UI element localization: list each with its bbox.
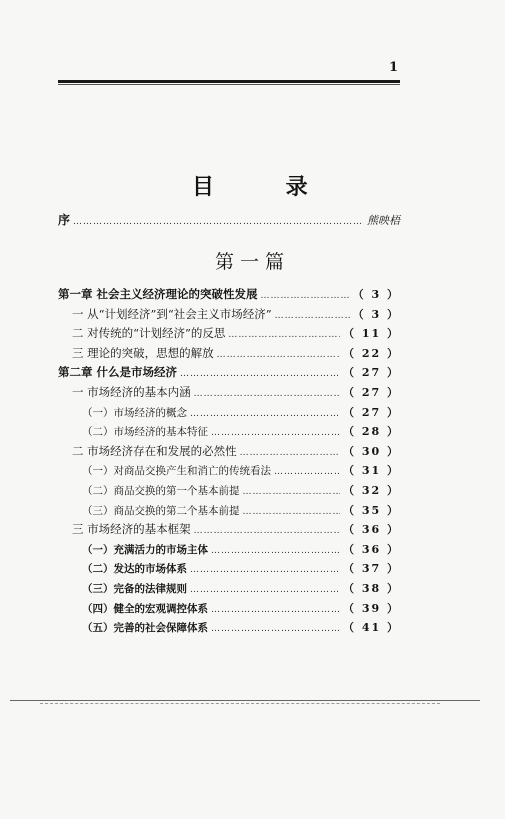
toc-entry-chapter-2	[58, 364, 400, 384]
toc-leader	[240, 448, 340, 458]
toc-entry-section	[58, 306, 400, 326]
toc-entry-page: （ 39 ）	[343, 601, 400, 615]
toc-entry-section	[58, 384, 400, 404]
toc-entry-page: （ 27 ）	[343, 405, 400, 419]
footer-rule	[10, 700, 480, 701]
toc-entry-page: （ 28 ）	[343, 425, 400, 439]
page-number: 1	[389, 60, 399, 75]
preface-entry	[58, 211, 400, 228]
header-rule-thin	[58, 84, 400, 85]
toc-leader	[243, 507, 341, 517]
toc-entry-subsection	[58, 462, 400, 482]
toc-leader	[275, 311, 350, 321]
toc-entry-page: （ 27 ）	[343, 366, 400, 380]
toc-entry-subsection	[58, 600, 400, 620]
toc-entry-text: （五）完善的社会保障体系	[82, 622, 208, 635]
toc-leader	[211, 624, 340, 634]
toc-leader	[274, 467, 340, 477]
toc-entry-text: （一）市场经济的概念	[82, 406, 187, 419]
toc-leader	[243, 487, 341, 497]
toc-leader	[194, 389, 340, 399]
toc-leader	[190, 409, 340, 419]
toc-list	[58, 286, 400, 639]
toc-entry-text: 三 理论的突破，思想的解放	[72, 345, 214, 360]
toc-entry-page: （ 31 ）	[343, 464, 400, 478]
header-rule	[58, 80, 400, 83]
toc-entry-page: （ 30 ）	[343, 444, 400, 458]
toc-entry-text: （二）发达的市场体系	[82, 563, 187, 576]
toc-entry-text: （一）对商品交换产生和消亡的传统看法	[82, 465, 271, 478]
toc-leader	[190, 585, 340, 595]
toc-leader	[190, 565, 340, 575]
toc-entry-subsection	[58, 423, 400, 443]
toc-entry-section	[58, 325, 400, 345]
toc-entry-text: 一 市场经济的基本内涵	[72, 384, 191, 399]
toc-leader	[228, 330, 340, 340]
toc-entry-page: （ 36 ）	[343, 523, 400, 537]
toc-entry-page: （ 32 ）	[343, 483, 400, 497]
toc-title: 目 录	[192, 174, 340, 200]
toc-entry-page: （ 22 ）	[343, 346, 400, 360]
toc-entry-page: （ 11 ）	[343, 327, 400, 341]
toc-entry-page: （ 41 ）	[343, 621, 400, 635]
toc-leader	[194, 526, 340, 536]
toc-entry-subsection	[58, 619, 400, 639]
toc-entry-section	[58, 345, 400, 365]
toc-entry-text: 二 市场经济存在和发展的必然性	[72, 443, 237, 458]
toc-entry-subsection	[58, 560, 400, 580]
toc-entry-text: （三）完备的法律规则	[82, 582, 187, 595]
toc-entry-subsection	[58, 502, 400, 522]
toc-entry-text: （三）商品交换的第二个基本前提	[82, 504, 240, 517]
toc-entry-subsection	[58, 482, 400, 502]
toc-entry-page: （ 38 ）	[343, 581, 400, 595]
toc-entry-page: （ 3 ）	[352, 288, 400, 301]
toc-entry-page: （ 35 ）	[343, 503, 400, 517]
toc-leader	[211, 605, 340, 615]
part-title: 第一篇	[214, 251, 290, 273]
toc-entry-text: 第二章 什么是市场经济	[58, 365, 178, 380]
toc-entry-page: （ 37 ）	[343, 562, 400, 576]
toc-entry-text: 二 对传统的“计划经济”的反思	[72, 326, 226, 341]
toc-leader	[211, 546, 340, 556]
toc-entry-text: （二）市场经济的基本特征	[82, 426, 208, 439]
toc-leader	[211, 428, 340, 438]
footer-rule-dashed	[40, 703, 440, 704]
toc-leader	[180, 369, 340, 379]
toc-leader	[261, 291, 350, 301]
toc-entry-text: 三 市场经济的基本框架	[72, 522, 191, 537]
toc-entry-text: （一）充满活力的市场主体	[82, 543, 208, 556]
toc-entry-subsection	[58, 404, 400, 424]
toc-entry-subsection	[58, 541, 400, 561]
toc-entry-subsection	[58, 580, 400, 600]
toc-leader	[217, 350, 340, 360]
toc-entry-chapter-1	[58, 286, 400, 306]
toc-entry-text: 第一章 社会主义经济理论的突破性发展	[58, 287, 258, 301]
preface-leader	[73, 217, 364, 227]
toc-entry-section	[58, 521, 400, 541]
preface-label: 序	[58, 213, 71, 227]
toc-entry-text: （二）商品交换的第一个基本前提	[82, 484, 240, 497]
toc-entry-page: （ 3 ）	[352, 307, 400, 321]
preface-author: 熊映梧	[367, 214, 400, 227]
toc-entry-page: （ 36 ）	[343, 542, 400, 556]
toc-entry-section	[58, 443, 400, 463]
toc-entry-text: 一 从“计划经济”到“社会主义市场经济”	[72, 306, 272, 321]
toc-entry-text: （四）健全的宏观调控体系	[82, 602, 208, 615]
toc-entry-page: （ 27 ）	[343, 385, 400, 399]
